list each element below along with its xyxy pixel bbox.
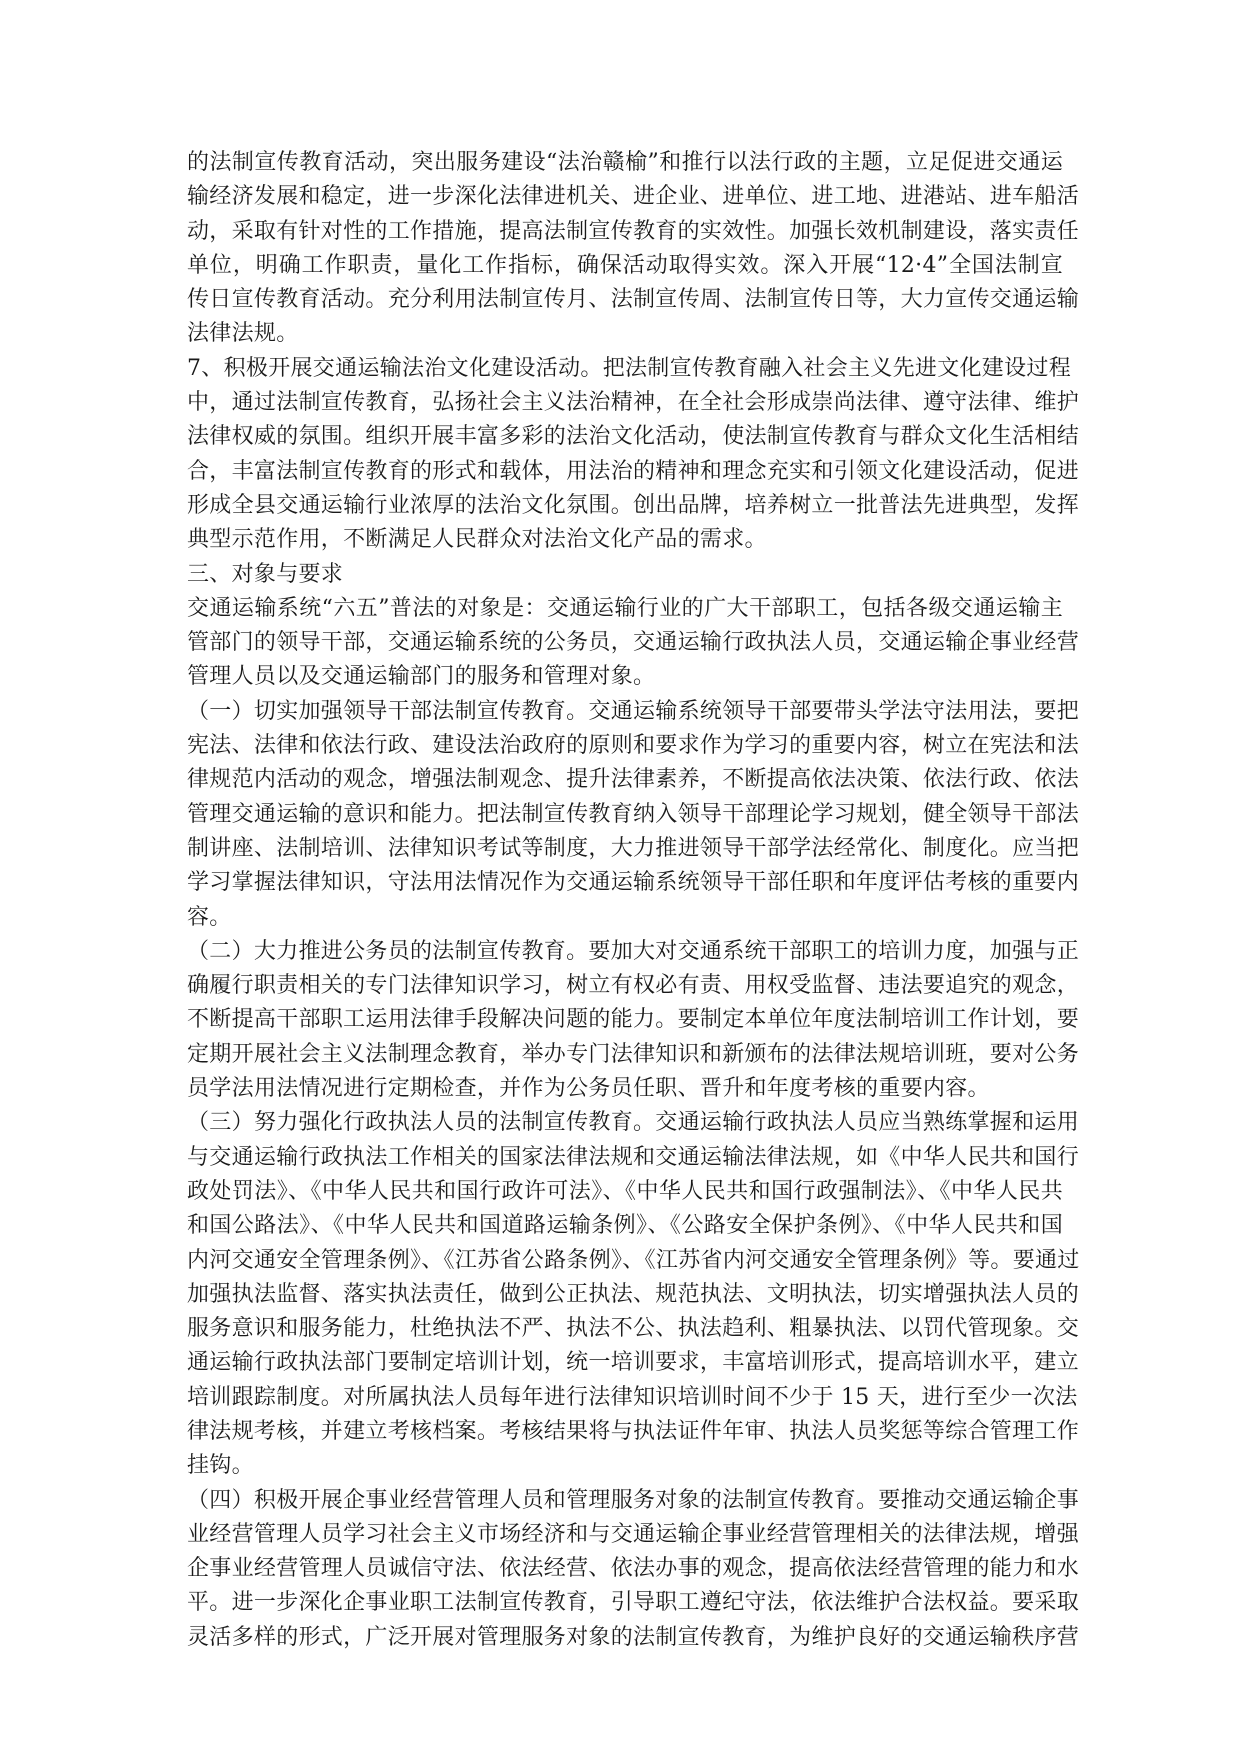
text-line: （四）积极开展企事业经营管理人员和管理服务对象的法制宣传教育。要推动交通运输企事	[187, 1487, 1080, 1513]
text-line: （三）努力强化行政执法人员的法制宣传教育。交通运输行政执法人员应当熟练掌握和运用	[187, 1110, 1080, 1136]
text-line: 容。	[187, 904, 232, 930]
text-line: 律法规考核，并建立考核档案。考核结果将与执法证件年审、执法人员奖惩等综合管理工作	[187, 1418, 1080, 1444]
text-line: 律规范内活动的观念，增强法制观念、提升法律素养，不断提高依法决策、依法行政、依法	[187, 767, 1080, 793]
text-line: 学习掌握法律知识，守法用法情况作为交通运输系统领导干部任职和年度评估考核的重要内	[187, 870, 1080, 896]
text-line: 中，通过法制宣传教育，弘扬社会主义法治精神，在全社会形成崇尚法律、遵守法律、维护	[187, 390, 1080, 416]
text-line: 三、对象与要求	[187, 561, 344, 587]
text-line: 与交通运输行政执法工作相关的国家法律法规和交通运输法律法规，如《中华人民共和国行	[187, 1144, 1080, 1170]
text-line: 不断提高干部职工运用法律手段解决问题的能力。要制定本单位年度法制培训工作计划，要	[187, 1007, 1080, 1033]
text-line: 企事业经营管理人员诚信守法、依法经营、依法办事的观念，提高依法经营管理的能力和水	[187, 1556, 1080, 1582]
text-line: 通运输行政执法部门要制定培训计划，统一培训要求，丰富培训形式，提高培训水平，建立	[187, 1350, 1080, 1376]
text-line: 合，丰富法制宣传教育的形式和载体，用法治的精神和理念充实和引领文化建设活动，促进	[187, 458, 1080, 484]
text-line: 政处罚法》、《中华人民共和国行政许可法》、《中华人民共和国行政强制法》、《中华人民共	[187, 1178, 1063, 1204]
text-line: 形成全县交通运输行业浓厚的法治文化氛围。创出品牌，培养树立一批普法先进典型，发挥	[187, 492, 1080, 518]
document-body	[187, 146, 1080, 1655]
text-line: 管理人员以及交通运输部门的服务和管理对象。	[187, 664, 656, 690]
text-line: 挂钩。	[187, 1453, 254, 1479]
text-line: 交通运输系统“六五”普法的对象是：交通运输行业的广大干部职工，包括各级交通运输主	[187, 595, 1063, 621]
text-line: 服务意识和服务能力，杜绝执法不严、执法不公、执法趋利、粗暴执法、以罚代管现象。交	[187, 1316, 1080, 1342]
text-line: 灵活多样的形式，广泛开展对管理服务对象的法制宣传教育，为维护良好的交通运输秩序营	[187, 1624, 1080, 1650]
text-line: 确履行职责相关的专门法律知识学习，树立有权必有责、用权受监督、违法要追究的观念，	[187, 973, 1080, 999]
text-line: 的法制宣传教育活动，突出服务建设“法治赣榆”和推行以法行政的主题，立足促进交通运	[187, 150, 1063, 175]
text-line: （一）切实加强领导干部法制宣传教育。交通运输系统领导干部要带头学法守法用法，要把	[187, 698, 1080, 724]
text-line: 典型示范作用，不断满足人民群众对法治文化产品的需求。	[187, 527, 767, 553]
text-line: 加强执法监督、落实执法责任，做到公正执法、规范执法、文明执法，切实增强执法人员的	[187, 1281, 1080, 1307]
text-line: 内河交通安全管理条例》、《江苏省公路条例》、《江苏省内河交通安全管理条例》等。要通过	[187, 1247, 1080, 1273]
text-line: 输经济发展和稳定，进一步深化法律进机关、进企业、进单位、进工地、进港站、进车船活	[187, 184, 1080, 210]
text-line: 员学法用法情况进行定期检查，并作为公务员任职、晋升和年度考核的重要内容。	[187, 1076, 990, 1102]
text-line: 单位，明确工作职责，量化工作指标，确保活动取得实效。深入开展“12·4”全国法制宣	[187, 252, 1063, 278]
text-line: 培训跟踪制度。对所属执法人员每年进行法律知识培训时间不少于 15 天，进行至少一次法	[187, 1384, 1078, 1410]
text-line: 业经营管理人员学习社会主义市场经济和与交通运输企事业经营管理相关的法律法规，增强	[187, 1521, 1080, 1547]
text-line: 法律法规。	[187, 321, 299, 347]
text-line: 管部门的领导干部，交通运输系统的公务员，交通运输行政执法人员，交通运输企事业经营	[187, 630, 1080, 656]
text-line: 宪法、法律和依法行政、建设法治政府的原则和要求作为学习的重要内容，树立在宪法和法	[187, 733, 1080, 759]
text-line: 动，采取有针对性的工作措施，提高法制宣传教育的实效性。加强长效机制建设，落实责任	[187, 218, 1080, 244]
text-line: 法律权威的氛围。组织开展丰富多彩的法治文化活动，使法制宣传教育与群众文化生活相结	[187, 424, 1080, 450]
text-line: 平。进一步深化企事业职工法制宣传教育，引导职工遵纪守法，依法维护合法权益。要采取	[187, 1590, 1080, 1616]
text-line: 7、积极开展交通运输法治文化建设活动。把法制宣传教育融入社会主义先进文化建设过程	[187, 355, 1071, 381]
text-line: 传日宣传教育活动。充分利用法制宣传月、法制宣传周、法制宣传日等，大力宣传交通运输	[187, 287, 1080, 313]
text-line: 制讲座、法制培训、法律知识考试等制度，大力推进领导干部学法经常化、制度化。应当把	[187, 835, 1080, 861]
text-line: 定期开展社会主义法制理念教育，举办专门法律知识和新颁布的法律法规培训班，要对公务	[187, 1041, 1080, 1067]
text-line: （二）大力推进公务员的法制宣传教育。要加大对交通系统干部职工的培训力度，加强与正	[187, 938, 1080, 964]
text-line: 和国公路法》、《中华人民共和国道路运输条例》、《公路安全保护条例》、《中华人民共和国	[187, 1213, 1063, 1239]
text-line: 管理交通运输的意识和能力。把法制宣传教育纳入领导干部理论学习规划，健全领导干部法	[187, 801, 1080, 827]
